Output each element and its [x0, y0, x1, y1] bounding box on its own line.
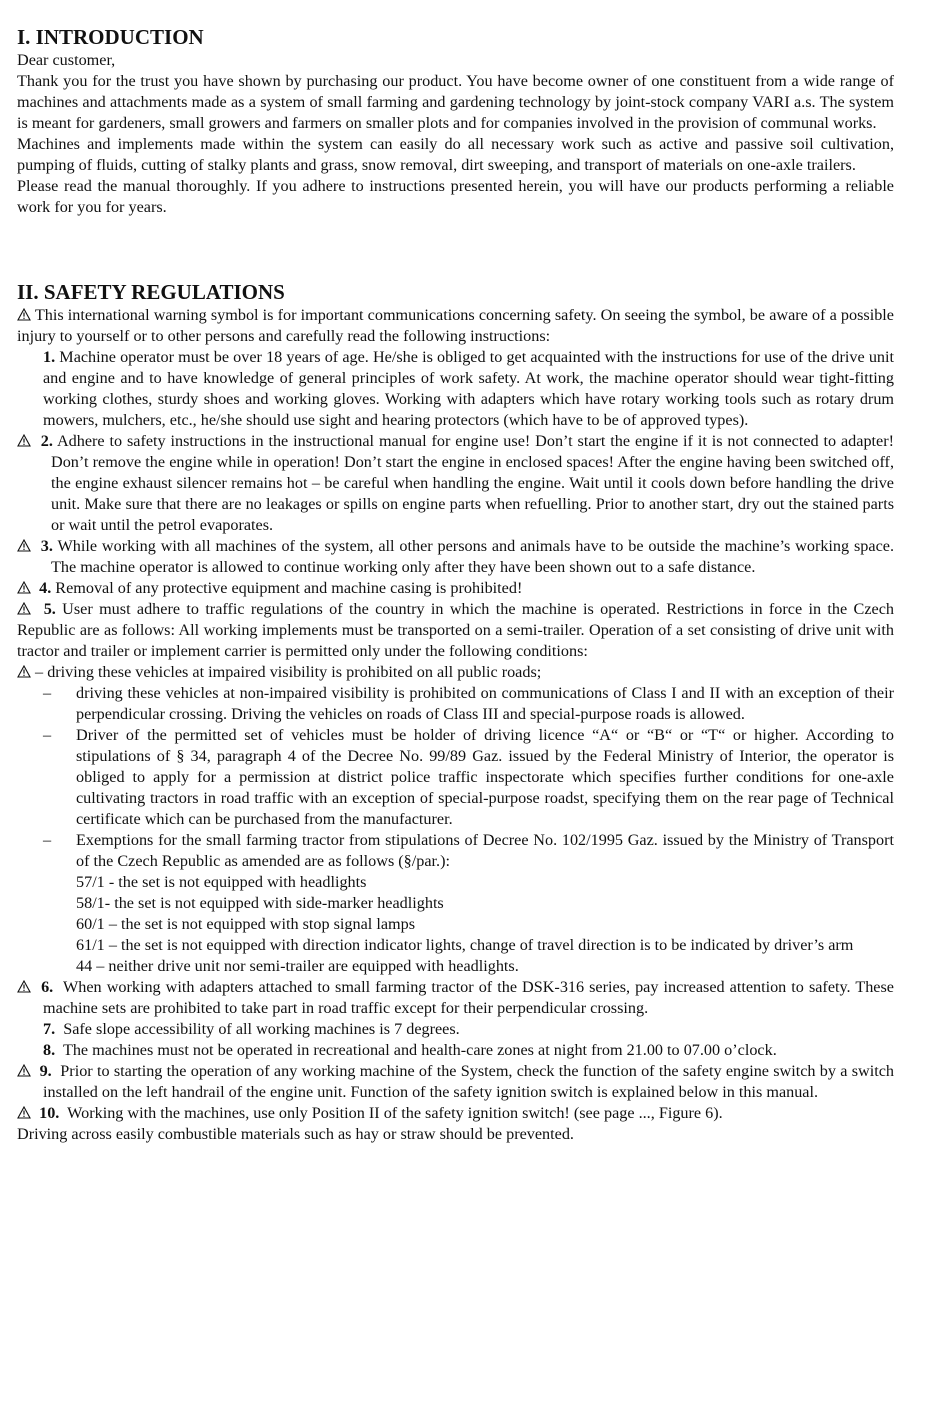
- item-number: 9.: [39, 1062, 52, 1080]
- item-number: 5.: [43, 600, 56, 618]
- safety-item-8: [17, 1040, 894, 1061]
- safety-item-6: [17, 977, 894, 1019]
- dash-bullet: –: [43, 726, 52, 744]
- safety-item-1: [17, 347, 894, 431]
- warning-triangle-icon: [17, 602, 31, 615]
- warning-triangle-icon: [17, 539, 31, 552]
- warning-triangle-icon: [17, 434, 31, 447]
- item-number: 2.: [40, 432, 53, 450]
- exemption-58-1: 58/1- the set is not equipped with side-marker headlights: [76, 894, 444, 912]
- item-text: driving these vehicles at non-impaired visibility is prohibited on communications of Class I and II with an exception of their perpendicular crossing. Driving the vehicles on roads of Class III and special-purpose roads is allowed.: [76, 684, 894, 723]
- safety-item-5: [17, 599, 894, 662]
- exemption-57-1: 57/1 - the set is not equipped with headlights: [76, 873, 367, 891]
- item-text: Removal of any protective equipment and machine casing is prohibited!: [55, 579, 523, 597]
- safety-item-9: [17, 1061, 894, 1103]
- final-note: Driving across easily combustible materials such as hay or straw should be prevented.: [17, 1125, 574, 1143]
- introduction-heading: I. INTRODUCTION: [17, 25, 204, 49]
- exemption-60-1: 60/1 – the set is not equipped with stop signal lamps: [76, 915, 416, 933]
- item-text: The machines must not be operated in recreational and health-care zones at night from 21.00 to 07.00 o’clock.: [62, 1041, 777, 1059]
- greeting: Dear customer,: [17, 51, 116, 69]
- item-text: User must adhere to traffic regulations of the country in which the machine is operated. Restrictions in force in the Czech Republic are as follows: All working implements must be transported on a semi-trailer. Operation of a set consisting of drive unit with tractor and trailer or implement carrier is permitted only under the following conditions:: [17, 600, 894, 660]
- item-number: 1.: [43, 348, 56, 366]
- intro-paragraph-2: Machines and implements made within the system can easily do all necessary work such as active and passive soil cultivation, pumping of fluids, cutting of stalky plants and grass, snow removal, dirt sweeping, and transport of materials on one-axle trailers.: [17, 135, 894, 174]
- warning-triangle-icon: [17, 1064, 31, 1077]
- item-text: – driving these vehicles at impaired visibility is prohibited on all public roads;: [35, 663, 542, 681]
- warning-triangle-icon: [17, 581, 31, 594]
- warning-triangle-icon: [17, 980, 31, 993]
- exemption-61-1: 61/1 – the set is not equipped with direction indicator lights, change of travel direction is to be indicated by driver’s arm: [76, 936, 854, 954]
- item-text: When working with adapters attached to small farming tractor of the DSK-316 series, pay increased attention to safety. These machine sets are prohibited to take part in road traffic except for their perpendicular crossing.: [43, 978, 894, 1017]
- item-text: Machine operator must be over 18 years of age. He/she is obliged to get acquainted with the instructions for use of the drive unit and engine and to have knowledge of general principles of work safety. At work, the machine operator should wear tight-fitting working clothes, sturdy shoes and working gloves. Working with adapters which have rotary working tools such as rotary drum mowers, mulchers, etc., he/she should use sight and hearing protectors (which have to be of approved types).: [43, 348, 895, 429]
- item-number: 10.: [39, 1104, 60, 1122]
- warning-triangle-icon: [17, 1106, 31, 1119]
- restriction-exemptions: [17, 830, 894, 872]
- item-text: Working with the machines, use only Position II of the safety ignition switch! (see page ..., Figure 6).: [67, 1104, 723, 1122]
- item-text: Safe slope accessibility of all working machines is 7 degrees.: [63, 1020, 460, 1038]
- item-text: Prior to starting the operation of any working machine of the System, check the function of the safety engine switch by a switch installed on the left handrail of the engine unit. Function of the safety ignition switch is explained below in this manual.: [43, 1062, 895, 1101]
- section-spacer: [17, 218, 894, 279]
- warning-triangle-icon: [17, 665, 31, 678]
- item-number: 4.: [39, 579, 52, 597]
- introduction-section: [17, 24, 894, 218]
- safety-intro: [17, 305, 894, 347]
- item-text: Adhere to safety instructions in the instructional manual for engine use! Don’t start the engine if it is not connected to adapter! Don’t remove the engine while in operation! Don’t start the engine in enclosed spaces! After the engine having been switched off, the engine exhaust silencer remains hot – be careful when handling the engine. Wait until it cools down before handling the drive unit. Make sure that there are no leakages or spills on engine parts when refuelling. Prior to another start, dry out the stained parts or wait until the petrol evaporates.: [51, 432, 895, 534]
- item-number: 3.: [40, 537, 53, 555]
- safety-item-7: [17, 1019, 894, 1040]
- safety-section: [17, 279, 894, 1145]
- intro-paragraph-1: Thank you for the trust you have shown by purchasing our product. You have become owner of one constituent from a wide range of machines and attachments made as a system of small farming and gardening technology by joint-stock company VARI a.s. The system is meant for gardeners, small growers and farmers on smaller plots and for companies involved in the provision of communal works.: [17, 72, 894, 132]
- safety-item-3: [17, 536, 894, 578]
- item-text: While working with all machines of the system, all other persons and animals have to be outside the machine’s working space. The machine operator is allowed to continue working only after they have been shown out to a safe distance.: [51, 537, 894, 576]
- intro-paragraph-3: Please read the manual thoroughly. If you adhere to instructions presented herein, you will have our products performing a reliable work for you for years.: [17, 177, 894, 216]
- safety-intro-text: This international warning symbol is for important communications concerning safety. On seeing the symbol, be aware of a possible injury to yourself or to other persons and carefully read the following instructions:: [17, 306, 894, 345]
- item-number: 6.: [41, 978, 54, 996]
- item-number: 7.: [43, 1020, 56, 1038]
- restriction-impaired-visibility: [17, 662, 894, 683]
- safety-heading: II. SAFETY REGULATIONS: [17, 280, 285, 304]
- dash-bullet: –: [43, 684, 52, 702]
- item-text: Exemptions for the small farming tractor from stipulations of Decree No. 102/1995 Gaz. issued by the Ministry of Transport of the Czech Republic as amended are as follows (§/par.):: [76, 831, 894, 870]
- restriction-driving-licence: [17, 725, 894, 830]
- item-text: Driver of the permitted set of vehicles must be holder of driving licence “A“ or “B“ or “T“ or higher. According to stipulations of § 34, paragraph 4 of the Decree No. 99/89 Gaz. issued by the Federal Ministry of Interior, the operator is obliged to apply for a permission at district police traffic inspectorate which specifies further conditions for one-axle cultivating tractors in road traffic with an exception of special-purpose roadst, specifying them on the rear page of Technical certificate which can be purchased from the manufacturer.: [76, 726, 894, 828]
- safety-item-4: [17, 578, 894, 599]
- warning-triangle-icon: [17, 308, 31, 321]
- safety-item-2: [17, 431, 894, 536]
- exemption-44: 44 – neither drive unit nor semi-trailer are equipped with headlights.: [76, 957, 519, 975]
- safety-item-10: [17, 1103, 894, 1124]
- item-number: 8.: [43, 1041, 56, 1059]
- dash-bullet: –: [43, 831, 52, 849]
- restriction-non-impaired-visibility: [17, 683, 894, 725]
